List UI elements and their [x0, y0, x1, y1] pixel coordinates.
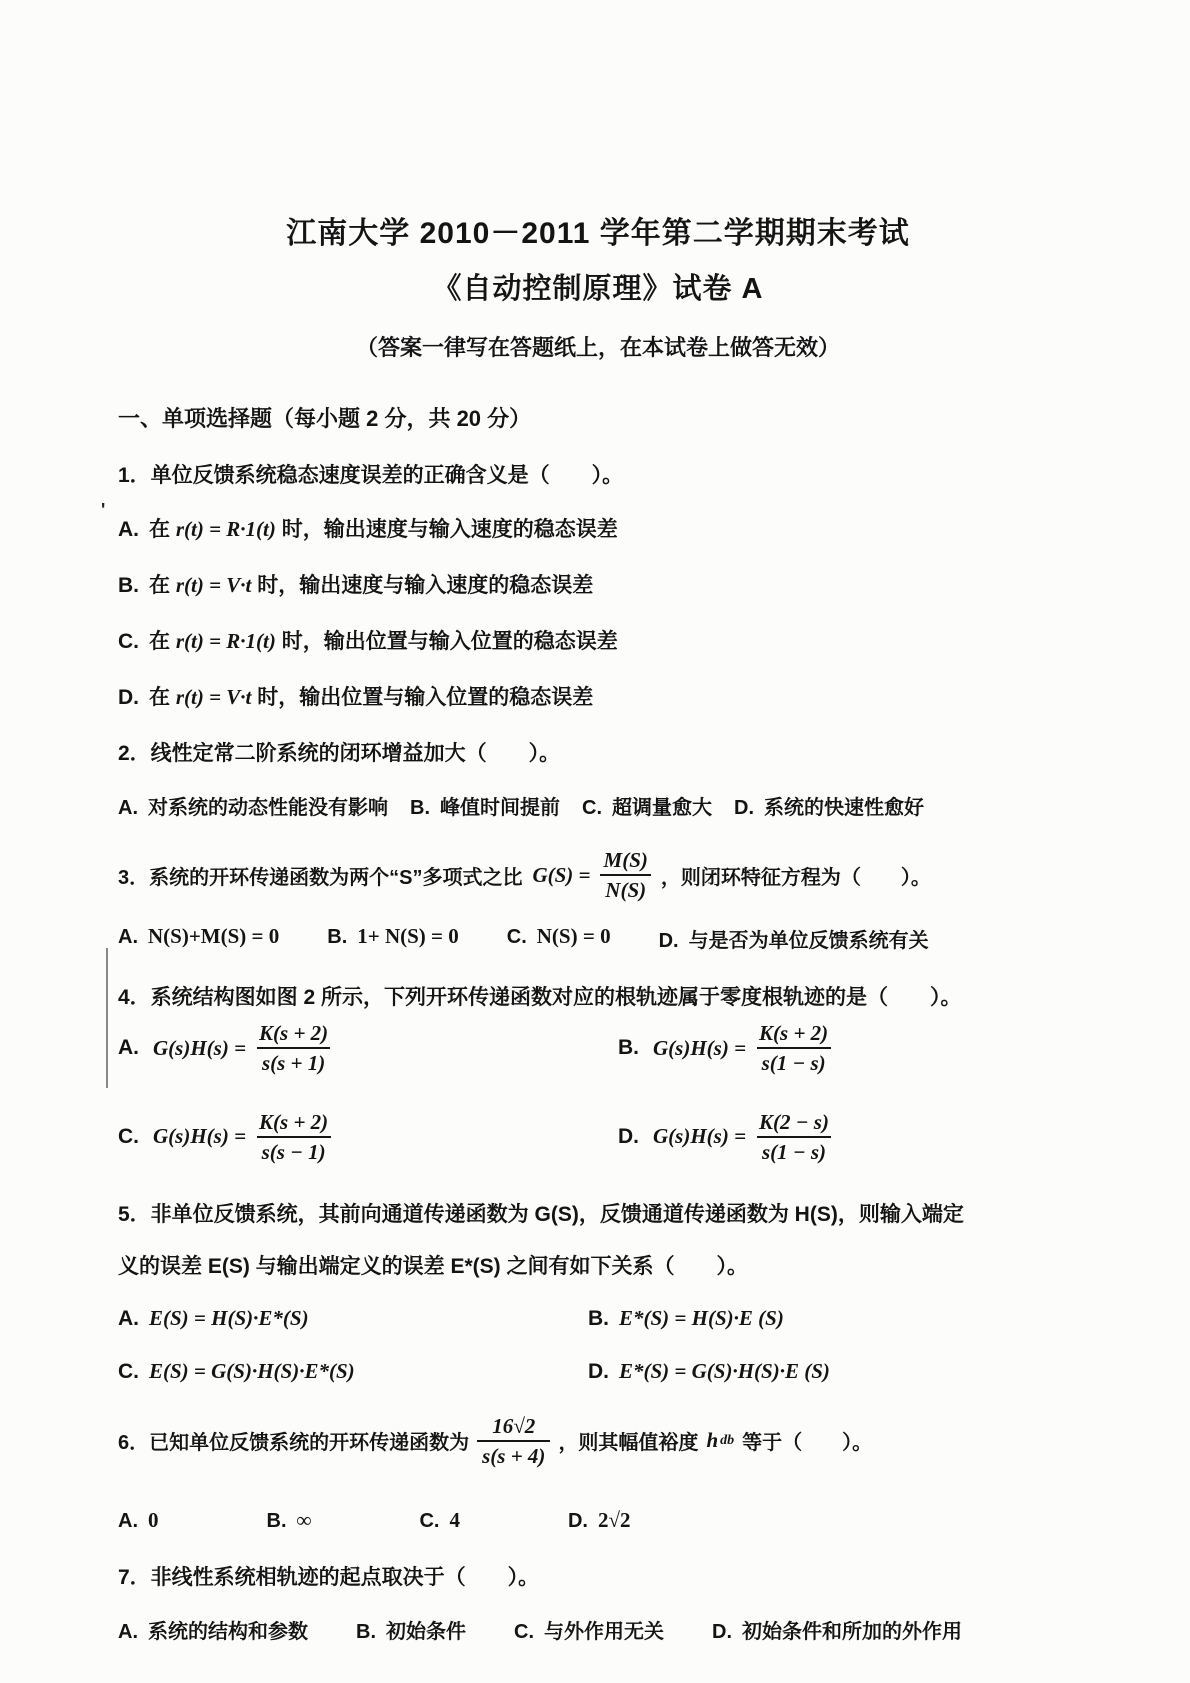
- q4-option-d-numerator: K(2 − s): [759, 1109, 829, 1134]
- q2-option-b-label: B.: [410, 797, 430, 819]
- q7-option-c-label: C.: [514, 1621, 534, 1644]
- q6-post2: 等于（ ）。: [742, 1432, 873, 1455]
- q1-option-b-pre: 在: [149, 574, 170, 597]
- q5-option-b-text: E*(S) = H(S)·E (S): [619, 1305, 784, 1330]
- q5-option-d-label: D.: [588, 1359, 609, 1383]
- q2-options: [118, 791, 1078, 820]
- q4-option-b-lhs: G(s)H(s) =: [653, 1035, 747, 1060]
- q2-option-d-label: D.: [734, 797, 754, 819]
- q7-option-d-label: D.: [712, 1621, 732, 1644]
- q3-option-c-label: C.: [506, 926, 527, 949]
- q2-option-c-label: C.: [582, 797, 602, 819]
- q7-option-a-label: A.: [118, 1621, 138, 1644]
- q4-options: [118, 1021, 1078, 1164]
- q6-option-c-label: C.: [419, 1510, 440, 1533]
- q1-option-d-math: r(t) = V·t: [175, 685, 252, 709]
- q4-option-a-denominator: s(s + 1): [257, 1047, 330, 1075]
- q6-option-d: [568, 1508, 631, 1533]
- q5-option-b-label: B.: [588, 1306, 609, 1330]
- q1-option-a: [118, 513, 1078, 543]
- q6-h-symbol: h: [706, 1428, 719, 1453]
- q4-option-c-lhs: G(s)H(s) =: [153, 1124, 247, 1149]
- q2-stem: 2．线性定常二阶系统的闭环增益加大（ ）。: [118, 742, 561, 765]
- q3-option-d: [659, 924, 929, 953]
- q4-option-c-fraction: [254, 1110, 333, 1164]
- q2-option-a: [118, 791, 388, 820]
- q4-option-c: [118, 1110, 618, 1164]
- q7-option-d: [712, 1615, 962, 1644]
- q4-option-d-label: D.: [618, 1124, 639, 1148]
- q7-option-b: [356, 1615, 466, 1644]
- q3-fraction-numerator: M(S): [603, 848, 648, 872]
- q5-stem-line2: 义的误差 E(S) 与输出端定义的误差 E*(S) 之间有如下关系（ ）。: [118, 1254, 749, 1278]
- section1-heading: 一、单项选择题（每小题 2 分，共 20 分）: [118, 406, 532, 431]
- q3-option-c-text: N(S) = 0: [536, 924, 611, 949]
- q6-stem: [118, 1414, 1078, 1468]
- q3-options: [118, 924, 1078, 953]
- scan-artifact-tick: ': [101, 500, 106, 520]
- q4-option-c-numerator: K(s + 2): [259, 1109, 329, 1134]
- q2-option-c: [582, 791, 712, 820]
- q1-option-b: [118, 569, 1078, 599]
- q7-stem: 7．非线性系统相轨迹的起点取决于（ ）。: [118, 1566, 540, 1590]
- q6-option-d-label: D.: [567, 1510, 588, 1533]
- q3-stem: [118, 848, 1078, 902]
- q5-stem: [118, 1198, 1078, 1280]
- q2-option-d: [734, 791, 924, 820]
- q6-fraction-numerator: 16√2: [492, 1413, 536, 1438]
- q5-option-a-label: A.: [118, 1306, 139, 1330]
- q1-option-b-text: 时，输出速度与输入速度的稳态误差: [257, 574, 594, 597]
- q7-option-b-text: 初始条件: [386, 1621, 466, 1644]
- q1-option-d-text: 时，输出位置与输入位置的稳态误差: [257, 686, 594, 709]
- q2-option-b: [410, 791, 560, 820]
- q3-fraction: [599, 848, 653, 902]
- q4-option-c-label: C.: [118, 1124, 139, 1148]
- q1-option-a-text: 时，输出速度与输入速度的稳态误差: [281, 518, 618, 541]
- q2-option-a-text: 对系统的动态性能没有影响: [148, 797, 388, 819]
- q4-option-d-lhs: G(s)H(s) =: [653, 1124, 747, 1149]
- q6-option-b-text: ∞: [296, 1508, 312, 1533]
- q1-option-b-math: r(t) = V·t: [175, 573, 252, 597]
- exam-title-line1: 江南大学 2010－2011 学年第二学期期末考试: [286, 217, 910, 250]
- q4-option-b-numerator: K(s + 2): [759, 1021, 829, 1046]
- q6-option-a-text: 0: [148, 1508, 159, 1533]
- q1-option-c-text: 时，输出位置与输入位置的稳态误差: [281, 630, 618, 653]
- q2-option-b-text: 峰值时间提前: [440, 797, 560, 819]
- q1-option-a-math: r(t) = R·1(t): [175, 517, 276, 541]
- q7-option-d-text: 初始条件和所加的外作用: [742, 1621, 962, 1644]
- q2-option-a-label: A.: [118, 797, 138, 819]
- q5-stem-line1: 5．非单位反馈系统，其前向通道传递函数为 G(S)，反馈通道传递函数为 H(S)，则输入端定: [118, 1202, 964, 1226]
- q1-option-a-pre: 在: [149, 518, 170, 541]
- q5-option-d-text: E*(S) = G(S)·H(S)·E (S): [619, 1358, 830, 1383]
- q4-option-a-lhs: G(s)H(s) =: [153, 1035, 247, 1060]
- q3-option-c: [507, 924, 611, 953]
- q4-option-a: [118, 1021, 618, 1075]
- q3-stem-post: ，则闭环特征方程为（ ）。: [660, 866, 931, 889]
- q6-post1: ，则其幅值裕度: [558, 1432, 699, 1455]
- q5-options: [118, 1306, 1078, 1384]
- q1-option-b-label: B.: [118, 574, 139, 597]
- scan-artifact-line: [106, 948, 108, 1088]
- q6-option-b: [267, 1508, 312, 1533]
- q5-option-c-label: C.: [118, 1359, 139, 1383]
- q4-option-d-fraction: [754, 1110, 834, 1164]
- q1-stem: 1．单位反馈系统稳态速度误差的正确含义是（ ）。: [118, 464, 624, 487]
- q7-option-a: [118, 1615, 308, 1644]
- q4-option-b-label: B.: [618, 1036, 639, 1060]
- q5-option-a: [118, 1306, 588, 1331]
- q1-option-c-math: r(t) = R·1(t): [175, 629, 276, 653]
- q3-option-a-text: N(S)+M(S) = 0: [148, 924, 280, 949]
- q7-option-a-text: 系统的结构和参数: [148, 1621, 308, 1644]
- q2-option-d-text: 系统的快速性愈好: [764, 797, 924, 819]
- q3-option-b: [327, 924, 459, 953]
- q5-option-b: [588, 1306, 1078, 1331]
- q3-option-d-text: 与是否为单位反馈系统有关: [688, 930, 929, 953]
- q5-option-c-text: E(S) = G(S)·H(S)·E*(S): [149, 1358, 355, 1383]
- q6-option-d-text: 2√2: [597, 1508, 631, 1533]
- q3-fraction-denominator: N(S): [600, 874, 651, 902]
- q6-fraction: [477, 1414, 550, 1468]
- q4-option-a-numerator: K(s + 2): [259, 1021, 329, 1046]
- q6-options: [118, 1508, 1078, 1533]
- q6-option-a: [118, 1508, 159, 1533]
- q3-option-a-label: A.: [118, 926, 138, 949]
- q4-option-a-fraction: [254, 1021, 333, 1075]
- q1-option-d-label: D.: [118, 686, 139, 709]
- q7-option-c-text: 与外作用无关: [544, 1621, 664, 1644]
- q6-option-a-label: A.: [118, 1510, 138, 1533]
- q7-option-c: [514, 1615, 664, 1644]
- q7-options: [118, 1615, 1078, 1644]
- q5-option-a-text: E(S) = H(S)·E*(S): [149, 1305, 309, 1330]
- q1-option-a-label: A.: [118, 518, 139, 541]
- q4-option-b: [618, 1021, 1078, 1075]
- q6-option-b-label: B.: [266, 1510, 287, 1533]
- q3-stem-pre: 3．系统的开环传递函数为两个“S”多项式之比: [118, 866, 523, 889]
- q1-option-c: [118, 625, 1078, 655]
- q4-option-a-label: A.: [118, 1036, 139, 1060]
- q7-option-b-label: B.: [356, 1621, 376, 1644]
- q1-option-c-label: C.: [118, 630, 139, 653]
- q1-option-c-pre: 在: [149, 630, 170, 653]
- q5-option-d: [588, 1359, 1078, 1384]
- q6-option-c-text: 4: [449, 1508, 460, 1533]
- q5-option-c: [118, 1359, 588, 1384]
- q1-option-d: [118, 681, 1078, 711]
- q1-option-d-pre: 在: [149, 686, 170, 709]
- q3-option-b-text: 1+ N(S) = 0: [357, 924, 459, 949]
- q6-h-subscript: db: [720, 1432, 735, 1448]
- q4-option-b-fraction: [754, 1021, 833, 1075]
- q3-option-a: [118, 924, 279, 953]
- q4-option-b-denominator: s(1 − s): [757, 1047, 831, 1075]
- exam-sheet: [118, 208, 1078, 1672]
- q3-lhs: G(S) =: [532, 862, 591, 887]
- q3-option-b-label: B.: [327, 926, 348, 949]
- q6-stem-pre: 6．已知单位反馈系统的开环传递函数为: [118, 1432, 470, 1455]
- q3-option-d-label: D.: [658, 930, 679, 953]
- q6-option-c: [419, 1508, 460, 1533]
- q6-fraction-denominator: s(s + 4): [477, 1440, 550, 1468]
- q4-option-d: [618, 1110, 1078, 1164]
- q4-option-d-denominator: s(1 − s): [757, 1136, 831, 1164]
- exam-notice: （答案一律写在答题纸上，在本试卷上做答无效）: [355, 335, 840, 360]
- q2-option-c-text: 超调量愈大: [612, 797, 712, 819]
- exam-title-line2: 《自动控制原理》试卷 A: [432, 273, 764, 305]
- q4-option-c-denominator: s(s − 1): [257, 1136, 331, 1164]
- q4-stem: 4．系统结构图如图 2 所示，下列开环传递函数对应的根轨迹属于零度根轨迹的是（ ）。: [118, 986, 962, 1010]
